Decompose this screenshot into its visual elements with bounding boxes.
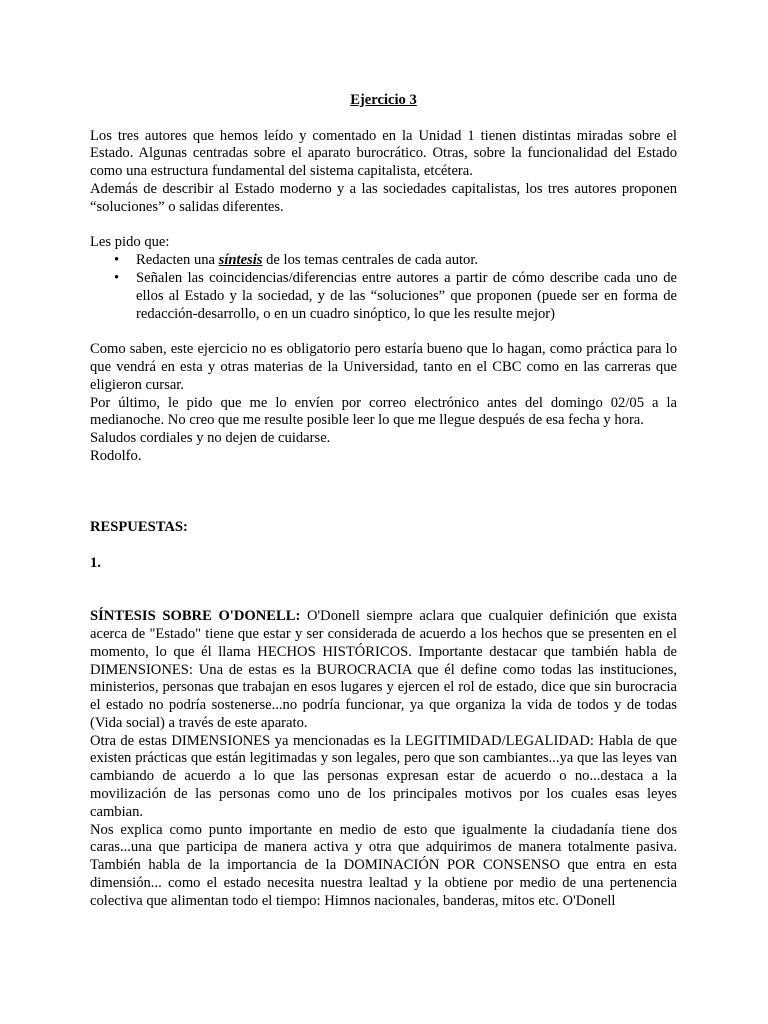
request-item-comparison xyxy=(90,270,677,323)
closing-paragraph-1: Como saben, este ejercicio no es obligatorio pero estaría bueno que lo hagan, como práctica para lo que vendrá en esta y otras materias de la Universidad, tanto en el CBC como en las carreras que eligieron cursar. xyxy=(90,341,677,393)
blank-line xyxy=(90,590,677,608)
answers-heading: RESPUESTAS: xyxy=(90,519,188,536)
request-lead: Les pido que: xyxy=(90,234,170,251)
odonell-section-label: SÍNTESIS SOBRE O'DONELL: xyxy=(90,608,301,625)
blank-line xyxy=(90,466,677,484)
bullet-icon: • xyxy=(114,252,120,269)
blank-line xyxy=(90,323,677,341)
odonell-paragraph-3: Nos explica como punto importante en medio de esto que igualmente la ciudadanía tiene dos caras...una que participa de manera activa y otra que adquirimos de manera totalmente pasiva. También habla de la importancia de la DOMINACIÓN POR CONSENSO que entra en esta dimensión... como el estado necesita nuestra lealtad y la obtiene por medio de una pertenencia colectiva que alimentan todo el tiempo: Himnos nacionales, banderas, mitos etc. O'Donell xyxy=(90,821,677,909)
blank-line xyxy=(90,501,677,519)
odonell-paragraph-2: Otra de estas DIMENSIONES ya mencionadas es la LEGITIMIDAD/LEGALIDAD: Habla de que existen prácticas que están legitimadas y son legales, pero que son cambiantes...ya que las leyes van cambiando de acuerdo a lo que las personas expresan estar de acuerdo o no...destaca a la movilización de las personas como uno de los principales motivos por los cuales esas leyes cambian. xyxy=(90,732,677,820)
blank-line xyxy=(90,217,677,235)
request-item-1-text-after: de los temas centrales de cada autor. xyxy=(262,252,479,269)
request-list xyxy=(90,252,677,323)
request-item-1-text-before: Redacten una xyxy=(136,252,219,269)
document-title: Ejercicio 3 xyxy=(350,92,417,108)
intro-paragraph-1: Los tres autores que hemos leído y comentado en la Unidad 1 tienen distintas miradas sobre el Estado. Algunas centradas sobre el aparato burocrático. Otras, sobre la funcionalidad del Estado como una estructura fundamental del sistema capitalista, etcétera. xyxy=(90,127,677,180)
request-item-synthesis xyxy=(90,252,677,270)
closing-greeting: Saludos cordiales y no dejen de cuidarse. xyxy=(90,430,331,447)
blank-line xyxy=(90,573,677,591)
closing-paragraph-2: Por último, le pido que me lo envíen por correo electrónico antes del domingo 02/05 a la medianoche. No creo que me resulte posible leer lo que me llegue después de esa fecha y hora. xyxy=(90,394,677,429)
intro-paragraph-2: Además de describir al Estado moderno y a las sociedades capitalistas, los tres autores proponen “soluciones” o salidas diferentes. xyxy=(90,180,677,215)
signature: Rodolfo. xyxy=(90,447,142,464)
bullet-icon: • xyxy=(114,269,120,286)
document-page xyxy=(90,92,677,911)
odonell-paragraph-1 xyxy=(90,608,677,733)
blank-line xyxy=(90,537,677,555)
answer-number: 1. xyxy=(90,554,101,571)
blank-line xyxy=(90,484,677,502)
synthesis-emphasis: síntesis xyxy=(218,252,263,269)
request-item-2-text: Señalen las coincidencias/diferencias entre autores a partir de cómo describe cada uno de ellos al Estado y la sociedad, y de las “soluciones” que proponen (puede ser en forma de redacción-desarrollo, o en un cuadro sinóptico, lo que les resulte mejor) xyxy=(136,269,677,322)
odonell-paragraph-1-text: O'Donell siempre aclara que cualquier definición que exista acerca de "Estado" tiene que estar y ser considerada de acuerdo a los hechos que se presenten en el momento, lo que él llama HECHOS HISTÓRICOS. Importante destacar que también habla de DIMENSIONES: Una de estas es la BUROCRACIA que él define como todas las instituciones, ministerios, personas que trabajan en esos lugares y ejercen el rol de estado, dice que sin burocracia el estado no podría sostenerse...no podría funcionar, ya que organiza la vida de todos y de todas (Vida social) a través de este aparato. xyxy=(90,608,677,731)
